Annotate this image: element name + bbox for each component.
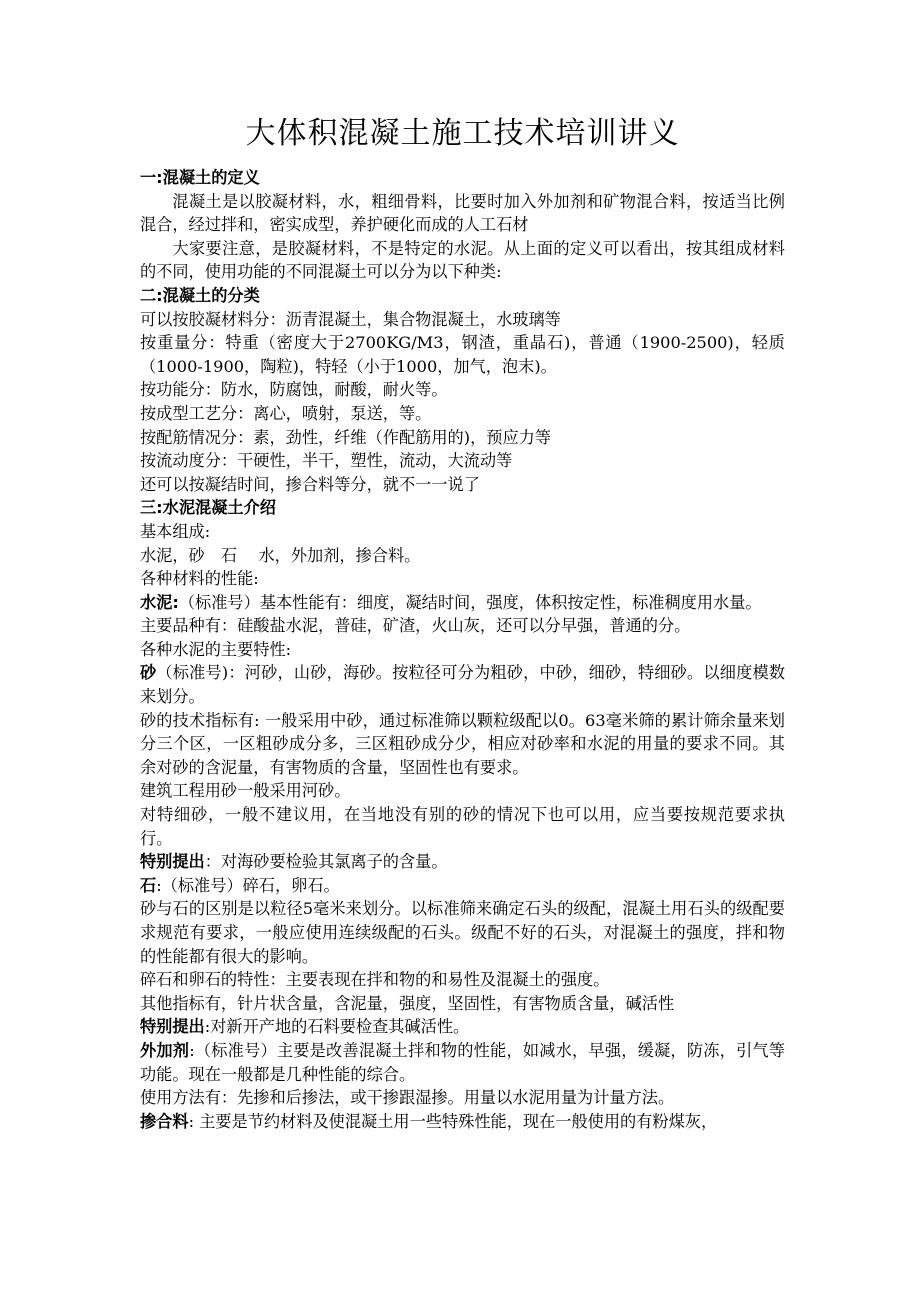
- paragraph: 基本组成:: [140, 521, 211, 541]
- section-heading-definition: 一:混凝土的定义: [140, 168, 260, 187]
- classification-line: 按成型工艺分：离心，喷射，泵送，等。: [140, 403, 432, 423]
- paragraph: 各种材料的性能:: [140, 569, 259, 589]
- section-heading-classification: 二:混凝土的分类: [140, 285, 260, 305]
- classification-line: 按配筋情况分：素，劲性，纤维（作配筋用的)，预应力等: [140, 427, 552, 447]
- term-label: 砂: [140, 663, 157, 683]
- term-label: 特别提出: [140, 852, 205, 872]
- classification-line: 可以按胶凝材料分：沥青混凝土，集合物混凝土，水玻璃等: [140, 309, 561, 329]
- paragraph: 碎石和卵石的特性：主要表现在拌和物的和易性及混凝土的强度。: [140, 970, 610, 990]
- document-page: [140, 112, 785, 1133]
- classification-line: 按功能分：防水，防腐蚀，耐酸，耐火等。: [140, 380, 448, 400]
- classification-line: 按流动度分：干硬性，半干，塑性，流动，大流动等: [140, 451, 513, 471]
- paragraph-special-note: [140, 850, 785, 874]
- paragraph-stone: [140, 874, 785, 898]
- classification-line: 按重量分：特重（密度大于2700KG/M3，钢渣，重晶石)，普通（1900-2500)，轻质（1000-1900，陶粒)，特轻（小于1000，加气，泡末)。: [140, 333, 785, 376]
- paragraph-admixture: [140, 1039, 785, 1086]
- term-text: : 主要是节约材料及使混凝土用一些特殊性能，现在一般使用的有粉煤灰，: [188, 1111, 718, 1131]
- paragraph: 砂与石的区别是以粒径5毫米来划分。以标准筛来确定石头的级配，混凝土用石头的级配要求规范有要求，一般应使用连续级配的石头。级配不好的石头，对混凝土的强度，拌和物的性能都有很大的影响。: [140, 899, 785, 966]
- term-text: :对新开产地的石料要检查其碱活性。: [204, 1017, 470, 1037]
- paragraph-mineral-admixture: [140, 1110, 785, 1134]
- term-text: （标准号）基本性能有：细度，凝结时间，强度，体积按定性，标准稠度用水量。: [178, 592, 762, 612]
- paragraph: 对特细砂，一般不建议用，在当地没有别的砂的情况下也可以用，应当要按规范要求执行。: [140, 805, 785, 848]
- term-label: 外加剂: [140, 1040, 190, 1060]
- document-title: 大体积混凝土施工技术培训讲义: [245, 116, 680, 151]
- term-label: 掺合料: [140, 1111, 189, 1131]
- paragraph: 建筑工程用砂一般采用河砂。: [140, 781, 351, 801]
- paragraph-special-note: [140, 1015, 785, 1039]
- paragraph: 各种水泥的主要特性:: [140, 639, 292, 659]
- term-text: （标准号)：河砂，山砂，海砂。按粒径可分为粗砂，中砂，细砂，特细砂。以细度模数来划分。: [140, 663, 786, 707]
- paragraph-sand: [140, 661, 785, 708]
- term-text: ：对海砂要检验其氯离子的含量。: [204, 852, 448, 872]
- classification-line: 还可以按凝结时间，掺合料等分，就不一一说了: [140, 474, 480, 494]
- paragraph: 混凝土是以胶凝材料，水，粗细骨料，比要时加入外加剂和矿物混合料，按适当比例混合，经过拌和，密实成型，养护硬化而成的人工石材: [140, 191, 785, 235]
- paragraph: 主要品种有：硅酸盐水泥，普硅，矿渣，火山灰，还可以分早强，普通的分。: [140, 616, 691, 636]
- paragraph: 砂的技术指标有: 一般采用中砂，通过标准筛以颗粒级配以0。63毫米筛的累计筛余量来划分三个区，一区粗砂成分多，三区粗砂成分少，相应对砂率和水泥的用量的要求不同。其余对砂的含泥量，有害物质的含量，坚固性也有要求。: [140, 710, 785, 777]
- paragraph: 其他指标有，针片状含量，含泥量，强度，坚固性，有害物质含量，碱活性: [140, 993, 675, 1013]
- paragraph: 使用方法有：先掺和后掺法，或干掺跟湿掺。用量以水泥用量为计量方法。: [140, 1088, 675, 1108]
- term-text: :（标准号）主要是改善混凝土拌和物的性能，如减水，早强，缓凝，防冻，引气等功能。现在一般都是几种性能的综合。: [140, 1040, 786, 1084]
- paragraph-cement: [140, 591, 785, 615]
- term-label: 石: [140, 875, 157, 895]
- term-label: 水泥:: [140, 592, 179, 612]
- section-heading-cement-concrete: 三:水泥混凝土介绍: [140, 498, 276, 518]
- term-label: 特别提出: [140, 1017, 205, 1037]
- paragraph: 大家要注意，是胶凝材料，不是特定的水泥。从上面的定义可以看出，按其组成材料的不同，使用功能的不同混凝土可以分为以下种类:: [140, 238, 785, 282]
- term-text: :（标准号）碎石，卵石。: [156, 875, 340, 895]
- paragraph: 水泥，砂 石 水，外加剂，掺合料。: [140, 545, 421, 565]
